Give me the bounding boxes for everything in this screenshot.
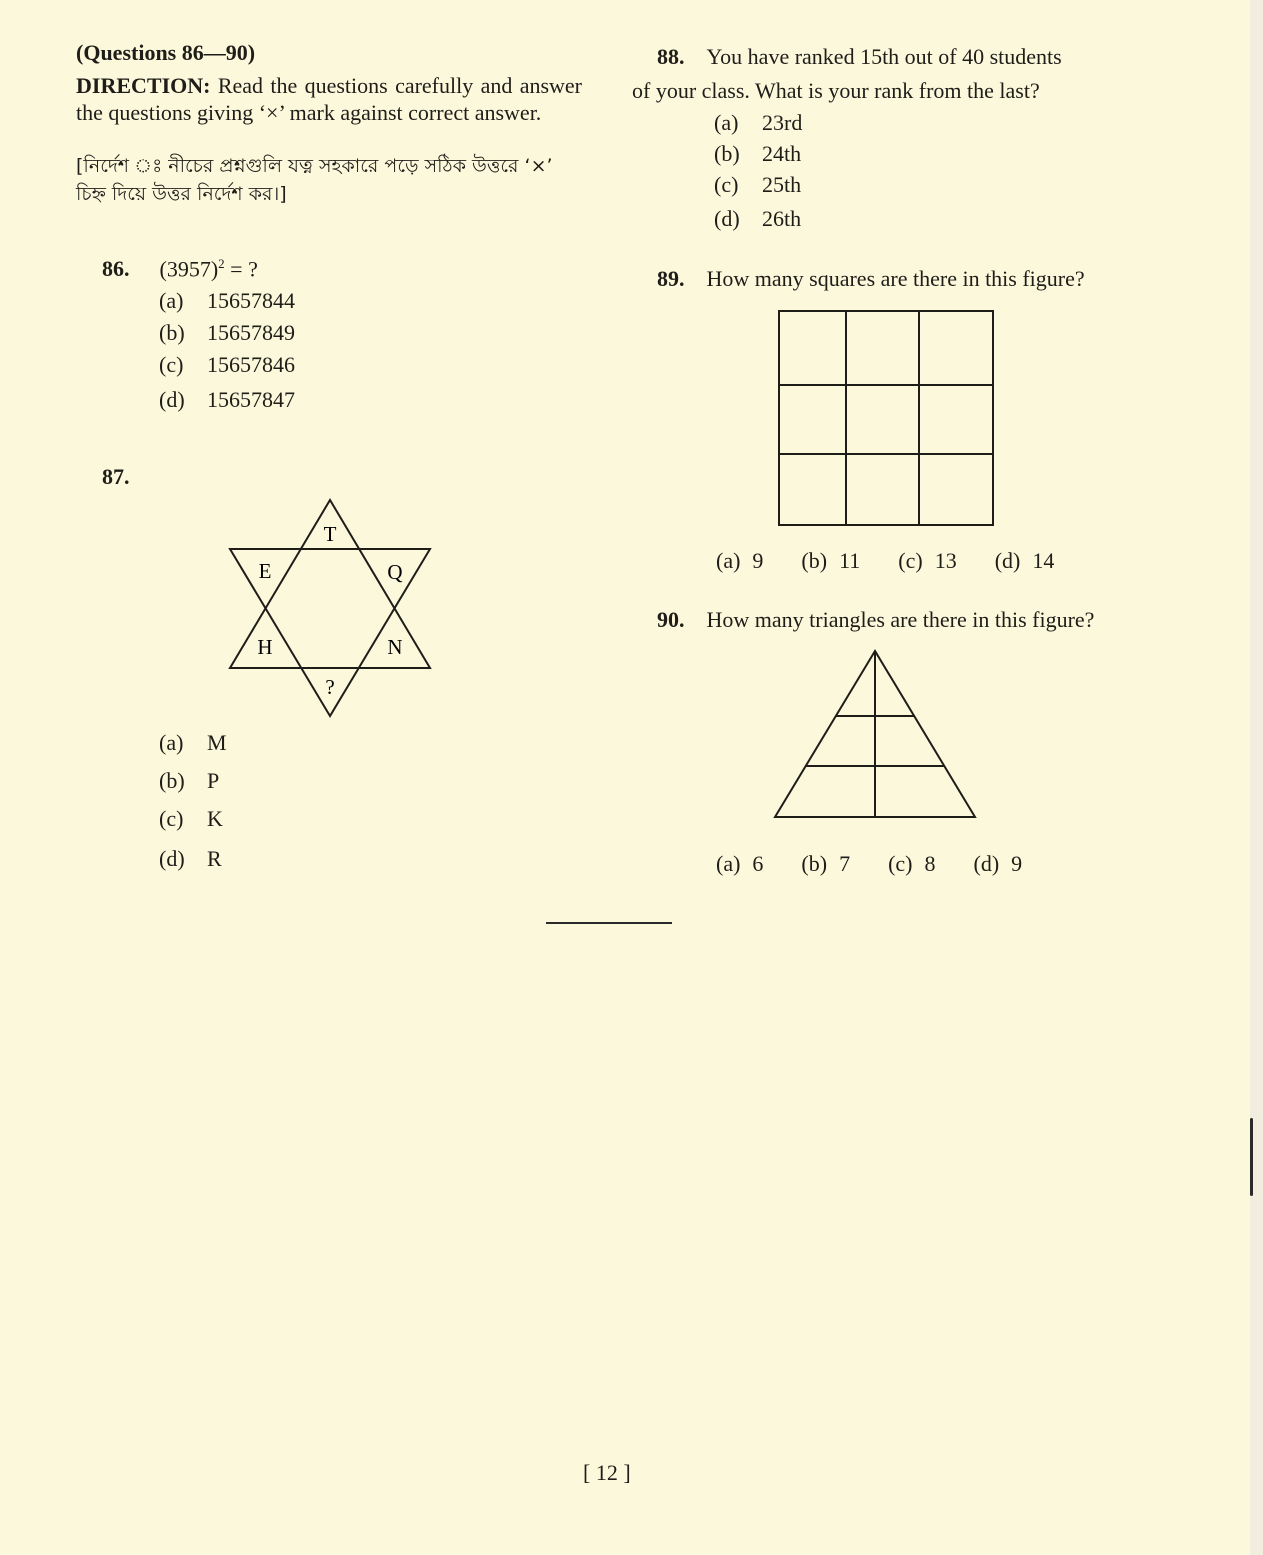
option-value: P [207,768,220,793]
option-c[interactable] [159,806,227,832]
q86-exponent: 2 [218,256,225,271]
star-letter-top: T [323,522,337,546]
q90-options-list [716,851,1060,877]
star-letter-lower-right: N [387,635,403,659]
option-d[interactable] [159,846,227,872]
option-value: K [207,806,223,831]
option-value: 9 [1011,851,1023,876]
grid-figure [776,308,998,530]
option-label: (d) [994,548,1021,573]
option-label: (c) [714,172,739,197]
question-87-number: 87. [102,464,130,489]
option-value: 13 [934,548,957,573]
option-value: R [207,846,222,871]
options-list [159,288,295,413]
option-value: 6 [752,851,764,876]
option-label: (c) [159,806,184,831]
option-d[interactable] [159,387,295,413]
option-a[interactable] [159,288,295,314]
option-value: 25th [762,172,802,197]
star-letter-upper-right: Q [387,560,403,584]
option-value: 14 [1032,548,1055,573]
question-number: 90. [657,607,685,632]
option-label: (b) [159,768,185,793]
question-89-header [657,266,1085,292]
option-c[interactable] [714,172,1152,198]
star-letter-bottom: ? [325,675,335,699]
option-a[interactable] [714,110,1152,136]
option-label: (b) [801,851,828,876]
option-b[interactable] [714,141,1152,167]
option-b[interactable] [159,320,295,346]
option-label: (c) [888,851,913,876]
q87-options-list [159,730,227,872]
option-value: 15657844 [207,288,295,314]
question-line-2: of your class. What is your rank from the last? [632,78,1040,103]
option-value: 26th [762,206,802,231]
option-label: (d) [714,206,740,231]
option-value: 8 [924,851,936,876]
direction-body: Read the questions carefully and answer the questions giving ‘×’ mark against correct answer. [76,73,583,125]
section-title: (Questions 86—90) [76,40,256,65]
option-label: (d) [973,851,1000,876]
option-value: 23rd [762,110,803,135]
page-number: [ 12 ] [583,1460,631,1485]
page-edge-mark [1250,1118,1253,1196]
star-figure [225,495,435,720]
grid-outer-square [779,311,993,525]
option-value: 11 [839,548,861,573]
option-label: (d) [159,846,185,871]
option-label: (a) [159,730,184,755]
instructions-block [76,40,582,208]
option-c[interactable] [888,851,935,877]
option-a[interactable] [716,548,763,574]
option-a[interactable] [159,730,227,756]
question-text: How many triangles are there in this figure? [706,607,1095,632]
option-b[interactable] [801,851,850,877]
option-label: (c) [898,548,923,573]
options-list [714,110,1152,232]
question-90-header [657,607,1094,633]
option-d[interactable] [974,851,1023,877]
option-b[interactable] [801,548,860,574]
option-label: (d) [159,387,185,413]
triangle-figure [770,648,980,823]
option-label: (a) [716,548,741,573]
direction-text [76,72,582,126]
question-text [160,256,258,282]
question-number: 89. [657,266,685,291]
star-letter-upper-left: E [258,559,272,583]
option-value: 15657849 [207,320,295,346]
star-letter-lower-left: H [257,635,273,659]
option-label: (a) [714,110,739,135]
option-value: M [207,730,227,755]
option-label: (a) [159,288,184,314]
page-edge [1250,0,1263,1555]
q89-options-list [716,548,1092,574]
option-label: (b) [159,320,185,346]
option-label: (b) [714,141,740,166]
direction-bangla: [নির্দেশ ঃ নীচের প্রশ্নগুলি যত্ন সহকারে পড়ে সঠিক উত্তরে ‘×’ চিহ্ন দিয়ে উত্তর নির্দেশ কর।] [76,155,553,205]
option-d[interactable] [714,206,1152,232]
option-value: 9 [752,548,764,573]
question-number: 88. [657,44,685,69]
option-a[interactable] [716,851,763,877]
option-value: 15657846 [207,352,295,378]
direction-label: DIRECTION: [76,73,211,98]
option-d[interactable] [995,548,1055,574]
option-label: (a) [716,851,741,876]
question-88 [632,44,1152,232]
option-value: 24th [762,141,802,166]
option-label: (c) [159,352,184,378]
end-rule [546,922,672,924]
question-line-1: You have ranked 15th out of 40 students [706,44,1062,69]
q86-base: (3957) [159,256,219,282]
q86-tail: = ? [224,256,258,282]
option-b[interactable] [159,768,227,794]
question-number: 86. [102,256,130,281]
option-c[interactable] [159,352,295,378]
question-text: How many squares are there in this figure? [706,266,1085,291]
option-c[interactable] [898,548,956,574]
option-value: 15657847 [207,387,295,413]
option-value: 7 [839,851,851,876]
option-label: (b) [801,548,828,573]
question-86 [102,256,295,413]
